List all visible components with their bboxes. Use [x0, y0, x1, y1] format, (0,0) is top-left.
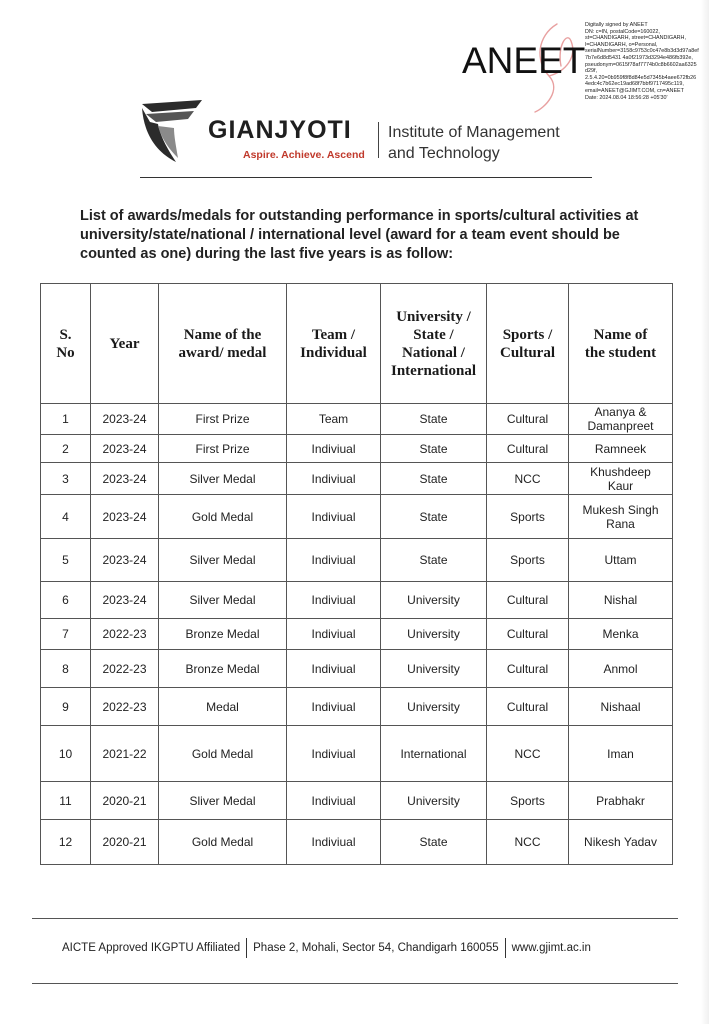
cell-team: Indiviual	[287, 726, 381, 782]
header-line: Individual	[300, 344, 367, 361]
header-rule	[140, 177, 592, 178]
column-header-level	[381, 284, 487, 404]
column-header-sno	[41, 284, 91, 404]
footer-address: Phase 2, Mohali, Sector 54, Chandigarh 160055	[253, 942, 499, 955]
cell-level: University	[381, 619, 487, 650]
cell-type: Sports	[487, 782, 569, 820]
footer-affiliation: AICTE Approved IKGPTU Affiliated	[62, 942, 241, 955]
cell-level: State	[381, 820, 487, 865]
cell-student	[569, 463, 673, 495]
cell-level: University	[381, 782, 487, 820]
cell-student	[569, 688, 673, 726]
header-line: Sports /	[502, 326, 553, 343]
table-row	[41, 582, 673, 619]
header-line: International	[390, 362, 476, 379]
cell-year: 2021-22	[91, 726, 159, 782]
cell-level: International	[381, 726, 487, 782]
cell-team: Indiviual	[287, 582, 381, 619]
cell-student	[569, 435, 673, 463]
cell-type: Cultural	[487, 619, 569, 650]
column-header-award	[159, 284, 287, 404]
header-line: No	[56, 344, 75, 361]
awards-table	[40, 283, 673, 865]
footer-website: www.gjimt.ac.in	[511, 942, 591, 955]
cell-year: 2023-24	[91, 463, 159, 495]
table-row	[41, 688, 673, 726]
cell-level: University	[381, 688, 487, 726]
cell-student	[569, 495, 673, 539]
cell-level: University	[381, 650, 487, 688]
cell-award: Bronze Medal	[159, 650, 287, 688]
signature-detail-line: serialNumber=3158c9753c0c47e8b3d3d97a8ef	[585, 48, 699, 55]
header-line: University /	[396, 308, 471, 325]
cell-sno: 5	[41, 539, 91, 582]
header-line: S.	[59, 326, 72, 343]
cell-sno: 11	[41, 782, 91, 820]
column-header-year	[91, 284, 159, 404]
logo-tagline: Aspire. Achieve. Ascend	[243, 149, 365, 161]
cell-team: Indiviual	[287, 539, 381, 582]
cell-level: State	[381, 404, 487, 435]
cell-sno: 9	[41, 688, 91, 726]
table-row	[41, 726, 673, 782]
cell-year: 2023-24	[91, 539, 159, 582]
cell-student	[569, 582, 673, 619]
cell-year: 2020-21	[91, 820, 159, 865]
footer-rule-top	[32, 918, 678, 919]
institute-name-line-2: and Technology	[388, 145, 500, 162]
student-line: Menka	[602, 627, 639, 641]
header-line: National /	[402, 344, 465, 361]
cell-year: 2023-24	[91, 582, 159, 619]
cell-sno: 10	[41, 726, 91, 782]
cell-team: Indiviual	[287, 820, 381, 865]
header-line: Year	[109, 335, 140, 352]
signature-details	[585, 22, 709, 101]
cell-award: Medal	[159, 688, 287, 726]
header-line: the student	[584, 344, 657, 361]
cell-year: 2022-23	[91, 619, 159, 650]
table-row	[41, 619, 673, 650]
cell-award: First Prize	[159, 435, 287, 463]
footer	[62, 938, 591, 958]
cell-award: Gold Medal	[159, 726, 287, 782]
student-line: Nikesh Yadav	[584, 835, 657, 849]
student-line: Nishal	[603, 593, 638, 607]
cell-team: Indiviual	[287, 650, 381, 688]
cell-team: Indiviual	[287, 619, 381, 650]
cell-year: 2020-21	[91, 782, 159, 820]
cell-student	[569, 782, 673, 820]
table-row	[41, 404, 673, 435]
signature-detail-line: DN: c=IN, postalCode=160022,	[585, 28, 660, 35]
header-line: State /	[413, 326, 454, 343]
cell-year: 2023-24	[91, 495, 159, 539]
cell-type: Cultural	[487, 650, 569, 688]
cell-student	[569, 539, 673, 582]
cell-sno: 2	[41, 435, 91, 463]
table-row	[41, 539, 673, 582]
shield-wing-logo-icon	[138, 98, 206, 169]
table-row	[41, 495, 673, 539]
student-line: Iman	[607, 746, 634, 761]
signature-detail-line: Digitally signed by ANEET	[585, 22, 648, 28]
institute-name-line-1: Institute of Management	[388, 124, 560, 141]
cell-sno: 4	[41, 495, 91, 539]
cell-type: NCC	[487, 820, 569, 865]
signature-detail-line: Date: 2024.08.04 18:56:28 +05'30'	[585, 94, 668, 101]
student-line: Rana	[606, 516, 635, 531]
header-line: Name of	[593, 326, 648, 343]
footer-separator	[505, 938, 506, 958]
cell-level: State	[381, 539, 487, 582]
footer-separator	[246, 938, 247, 958]
cell-award: Gold Medal	[159, 820, 287, 865]
student-line: Anmol	[603, 661, 638, 676]
institute-name	[388, 122, 560, 164]
footer-rule-bottom	[32, 983, 678, 984]
cell-team: Indiviual	[287, 463, 381, 495]
cell-award: Silver Medal	[159, 539, 287, 582]
cell-type: Cultural	[487, 582, 569, 619]
table-row	[41, 782, 673, 820]
cell-year: 2023-24	[91, 404, 159, 435]
signature-detail-line: l=CHANDIGARH, o=Personal,	[585, 41, 658, 48]
cell-student	[569, 726, 673, 782]
cell-level: State	[381, 435, 487, 463]
cell-award: Gold Medal	[159, 495, 287, 539]
cell-year: 2022-23	[91, 688, 159, 726]
cell-sno: 3	[41, 463, 91, 495]
cell-level: State	[381, 495, 487, 539]
logo-name: GIANJYOTI	[208, 116, 352, 144]
cell-level: State	[381, 463, 487, 495]
column-header-type	[487, 284, 569, 404]
signature-detail-line: 4edc4c7b62ec19ad68f7bbf9717495c119,	[585, 81, 684, 88]
cell-sno: 8	[41, 650, 91, 688]
cell-type: Cultural	[487, 435, 569, 463]
signature-detail-line: st=CHANDIGARH, street=CHANDIGARH,	[585, 35, 686, 42]
cell-team: Indiviual	[287, 688, 381, 726]
cell-type: Sports	[487, 495, 569, 539]
cell-type: Cultural	[487, 688, 569, 726]
cell-type: NCC	[487, 463, 569, 495]
cell-student	[569, 404, 673, 435]
student-line: Mukesh Singh	[582, 502, 659, 517]
signature-detail-line: pseudonym=0615f78af7774b0c8b6602aa6325	[585, 61, 697, 68]
signature-name: ANEET	[462, 40, 586, 81]
header-line: Cultural	[499, 344, 555, 361]
cell-type: NCC	[487, 726, 569, 782]
cell-sno: 6	[41, 582, 91, 619]
cell-sno: 7	[41, 619, 91, 650]
signature-detail-line: 2.5.4.20=0b959f8f8d84e5d7345b4aee672fb26	[585, 74, 697, 81]
table-row	[41, 820, 673, 865]
cell-year: 2022-23	[91, 650, 159, 688]
table-row	[41, 650, 673, 688]
signature-detail-line: 7b7e6d8d5431 4a0f21973d3294e486fb392e,	[585, 54, 693, 61]
student-line: Kaur	[607, 478, 634, 493]
cell-year: 2023-24	[91, 435, 159, 463]
table-row	[41, 463, 673, 495]
student-line: Ananya &	[594, 405, 647, 419]
cell-award: Silver Medal	[159, 582, 287, 619]
student-line: Uttam	[604, 553, 637, 567]
signature-detail-line: email=ANEET@GJIMT.COM, cn=ANEET	[585, 87, 684, 94]
table-row	[41, 435, 673, 463]
student-line: Khushdeep	[590, 464, 651, 479]
cell-student	[569, 650, 673, 688]
column-header-student	[569, 284, 673, 404]
table-header-row	[41, 284, 673, 404]
cell-team: Indiviual	[287, 495, 381, 539]
cell-level: University	[381, 582, 487, 619]
cell-award: Sliver Medal	[159, 782, 287, 820]
cell-award: First Prize	[159, 404, 287, 435]
cell-team: Indiviual	[287, 435, 381, 463]
student-line: Ramneek	[594, 441, 647, 456]
signature-detail-line: d29f,	[585, 68, 597, 75]
cell-sno: 12	[41, 820, 91, 865]
logo-divider	[378, 122, 379, 158]
header-line: Name of the	[183, 326, 262, 343]
cell-award: Bronze Medal	[159, 619, 287, 650]
cell-sno: 1	[41, 404, 91, 435]
student-line: Prabhakr	[596, 793, 645, 808]
header-line: Team /	[311, 326, 356, 343]
student-line: Damanpreet	[587, 419, 654, 433]
document-heading: List of awards/medals for outstanding performance in sports/cultural activities at university/state/national / international level (award for a team event should be counted as one) during the last five years is as follow:	[80, 208, 639, 262]
cell-type: Sports	[487, 539, 569, 582]
cell-team: Team	[287, 404, 381, 435]
cell-student	[569, 619, 673, 650]
column-header-team	[287, 284, 381, 404]
cell-award: Silver Medal	[159, 463, 287, 495]
cell-team: Indiviual	[287, 782, 381, 820]
cell-student	[569, 820, 673, 865]
header-line: award/ medal	[178, 344, 267, 361]
page-edge-shadow	[701, 0, 709, 1024]
cell-type: Cultural	[487, 404, 569, 435]
student-line: Nishaal	[600, 699, 641, 714]
